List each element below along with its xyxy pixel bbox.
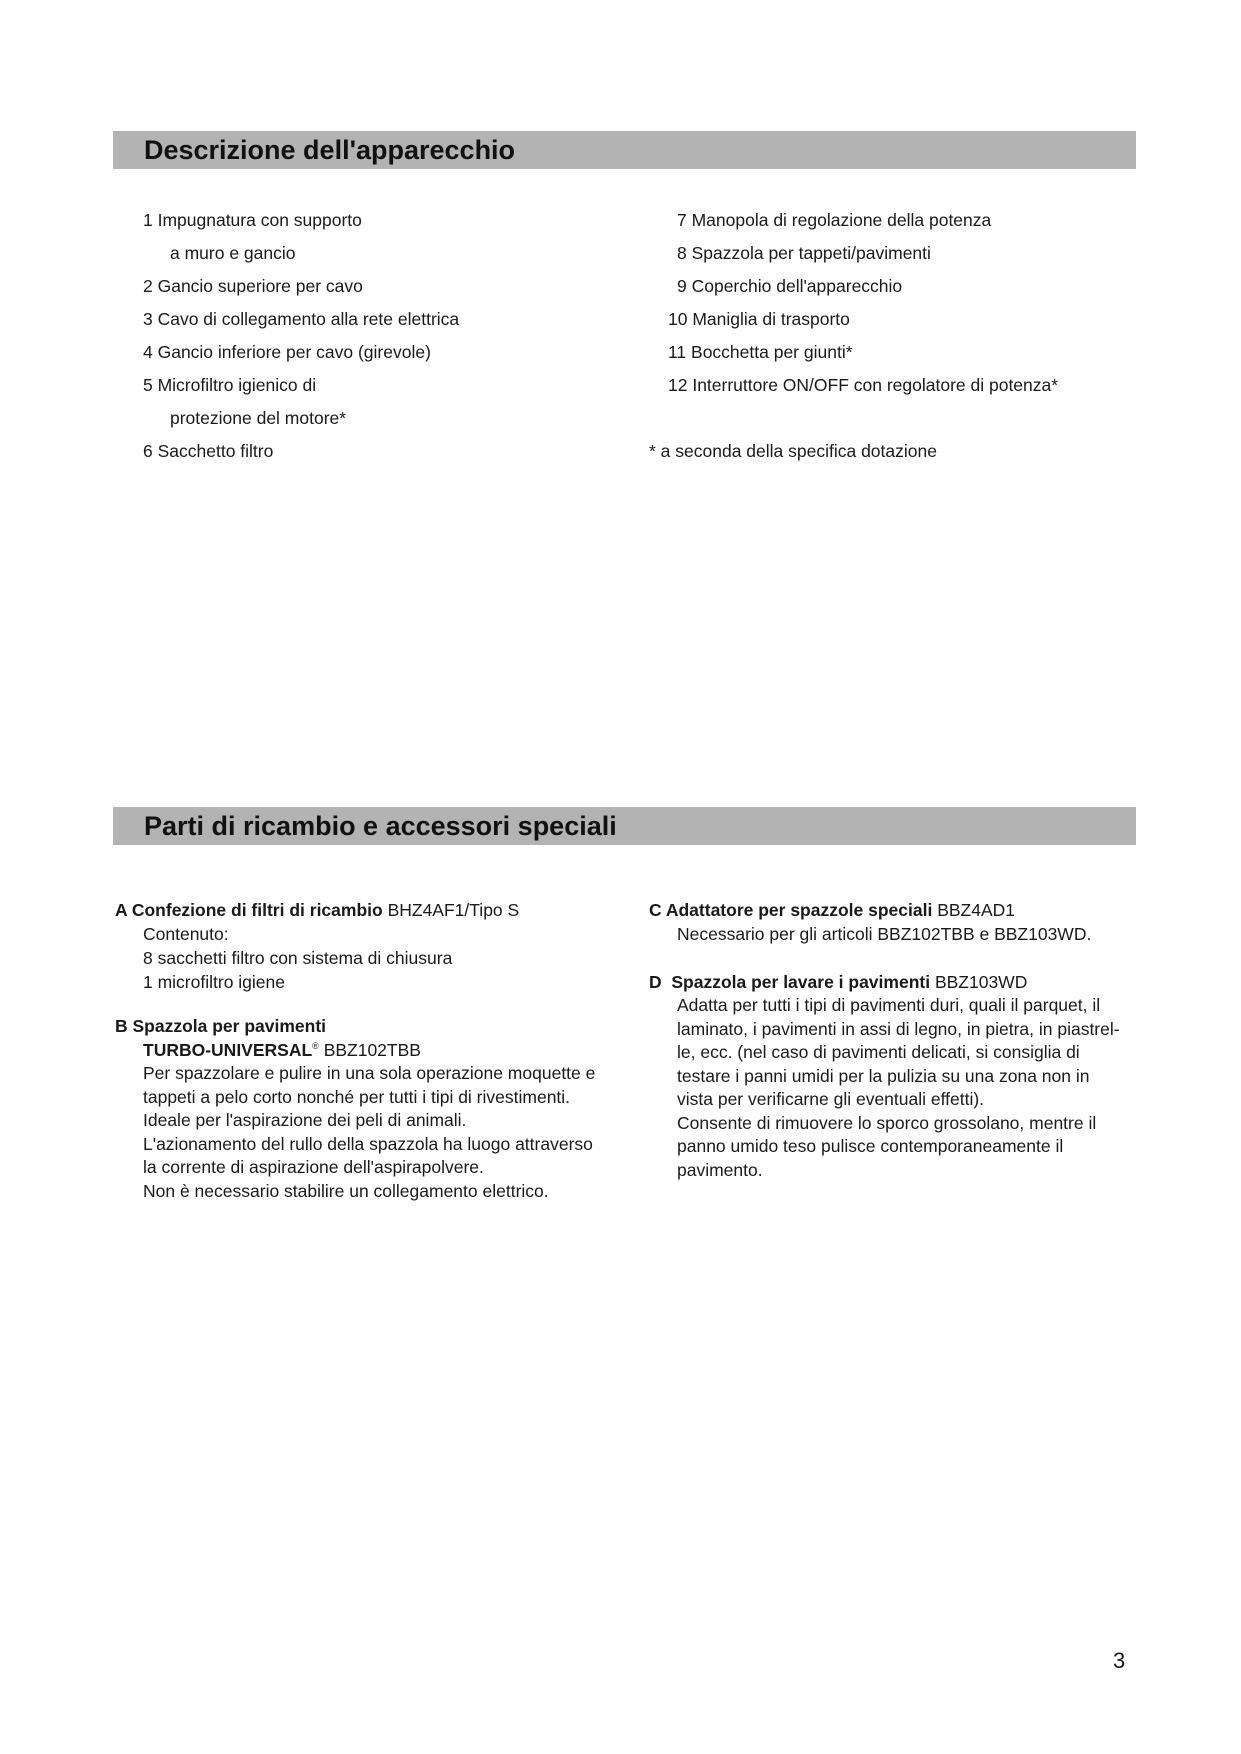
desc-item: 7 Manopola di regolazione della potenza [677,210,992,230]
registered-mark: ® [312,1041,319,1052]
accessory-d [649,970,1120,1182]
accessory-line: Ideale per l'aspirazione dei peli di animali. [143,1110,467,1130]
section-title: Descrizione dell'apparecchio [144,135,516,165]
desc-item: 9 Coperchio dell'apparecchio [677,276,903,296]
desc-item: a muro e gancio [170,243,296,263]
accessory-code: BHZ4AF1/Tipo S [387,900,520,920]
accessory-c [649,898,1091,946]
accessory-line: tappeti a pelo corto nonché per tutti i tipi di rivestimenti. [143,1086,571,1107]
product-line-name: TURBO-UNIVERSAL [143,1040,313,1060]
accessory-title: B Spazzola per pavimenti [115,1016,327,1036]
accessory-line: 8 sacchetti filtro con sistema di chiusura [143,948,453,968]
desc-item: 12 Interruttore ON/OFF con regolatore di potenza* [668,375,1059,395]
accessory-title: C Adattatore per spazzole speciali [649,900,933,920]
equipment-note: * a seconda della specifica dotazione [649,441,937,461]
accessory-line: Consente di rimuovere lo sporco grossolano, mentre il [677,1112,1097,1133]
desc-item: 4 Gancio inferiore per cavo (girevole) [143,342,431,362]
accessory-line: 1 microfiltro igiene [143,972,285,992]
desc-item: 3 Cavo di collegamento alla rete elettrica [143,309,460,329]
accessory-line: laminato, i pavimenti in assi di legno, in pietra, in piastrel- [677,1018,1120,1039]
accessory-a [115,898,519,994]
desc-item: 5 Microfiltro igienico di [143,375,317,395]
accessory-line: vista per verificarne gli eventuali effetti). [677,1089,985,1109]
section-title: Parti di ricambio e accessori speciali [144,811,617,841]
accessory-title: D Spazzola per lavare i pavimenti [649,972,931,992]
desc-item: 11 Bocchetta per giunti* [668,342,853,362]
accessory-line: Necessario per gli articoli BBZ102TBB e BBZ103WD. [677,924,1092,944]
accessory-b [115,1014,595,1203]
accessory-line: le, ecc. (nel caso di pavimenti delicati, si consiglia di [677,1042,1080,1062]
accessory-line: la corrente di aspirazione dell'aspirapolvere. [143,1157,484,1177]
accessory-line: Per spazzolare e pulire in una sola operazione moquette e [143,1063,596,1083]
accessory-line: L'azionamento del rullo della spazzola ha luogo attraverso [143,1133,593,1154]
accessory-line: Adatta per tutti i tipi di pavimenti duri, quali il parquet, il [677,995,1101,1015]
desc-item: 2 Gancio superiore per cavo [143,276,363,296]
accessory-line: Contenuto: [143,924,229,944]
desc-item: 1 Impugnatura con supporto [143,210,362,230]
desc-item: 6 Sacchetto filtro [143,441,274,461]
accessory-line: Non è necessario stabilire un collegamento elettrico. [143,1180,549,1201]
accessory-line: testare i panni umidi per la pulizia su una zona non in [677,1065,1090,1086]
accessory-line: pavimento. [677,1159,763,1180]
accessory-code: BBZ4AD1 [937,900,1016,920]
accessory-line: panno umido teso pulisce contemporaneamente il [677,1136,1064,1156]
page-number: 3 [1113,1648,1126,1673]
section-header-accessories [113,807,1136,845]
section-header-description [113,131,1136,169]
desc-item: 8 Spazzola per tappeti/pavimenti [677,243,931,263]
accessory-code: BBZ103WD [934,972,1028,992]
desc-item: protezione del motore* [170,408,347,428]
accessory-title: A Confezione di filtri di ricambio [115,900,383,920]
accessory-code: BBZ102TBB [323,1040,421,1060]
desc-item: 10 Maniglia di trasporto [668,309,850,329]
